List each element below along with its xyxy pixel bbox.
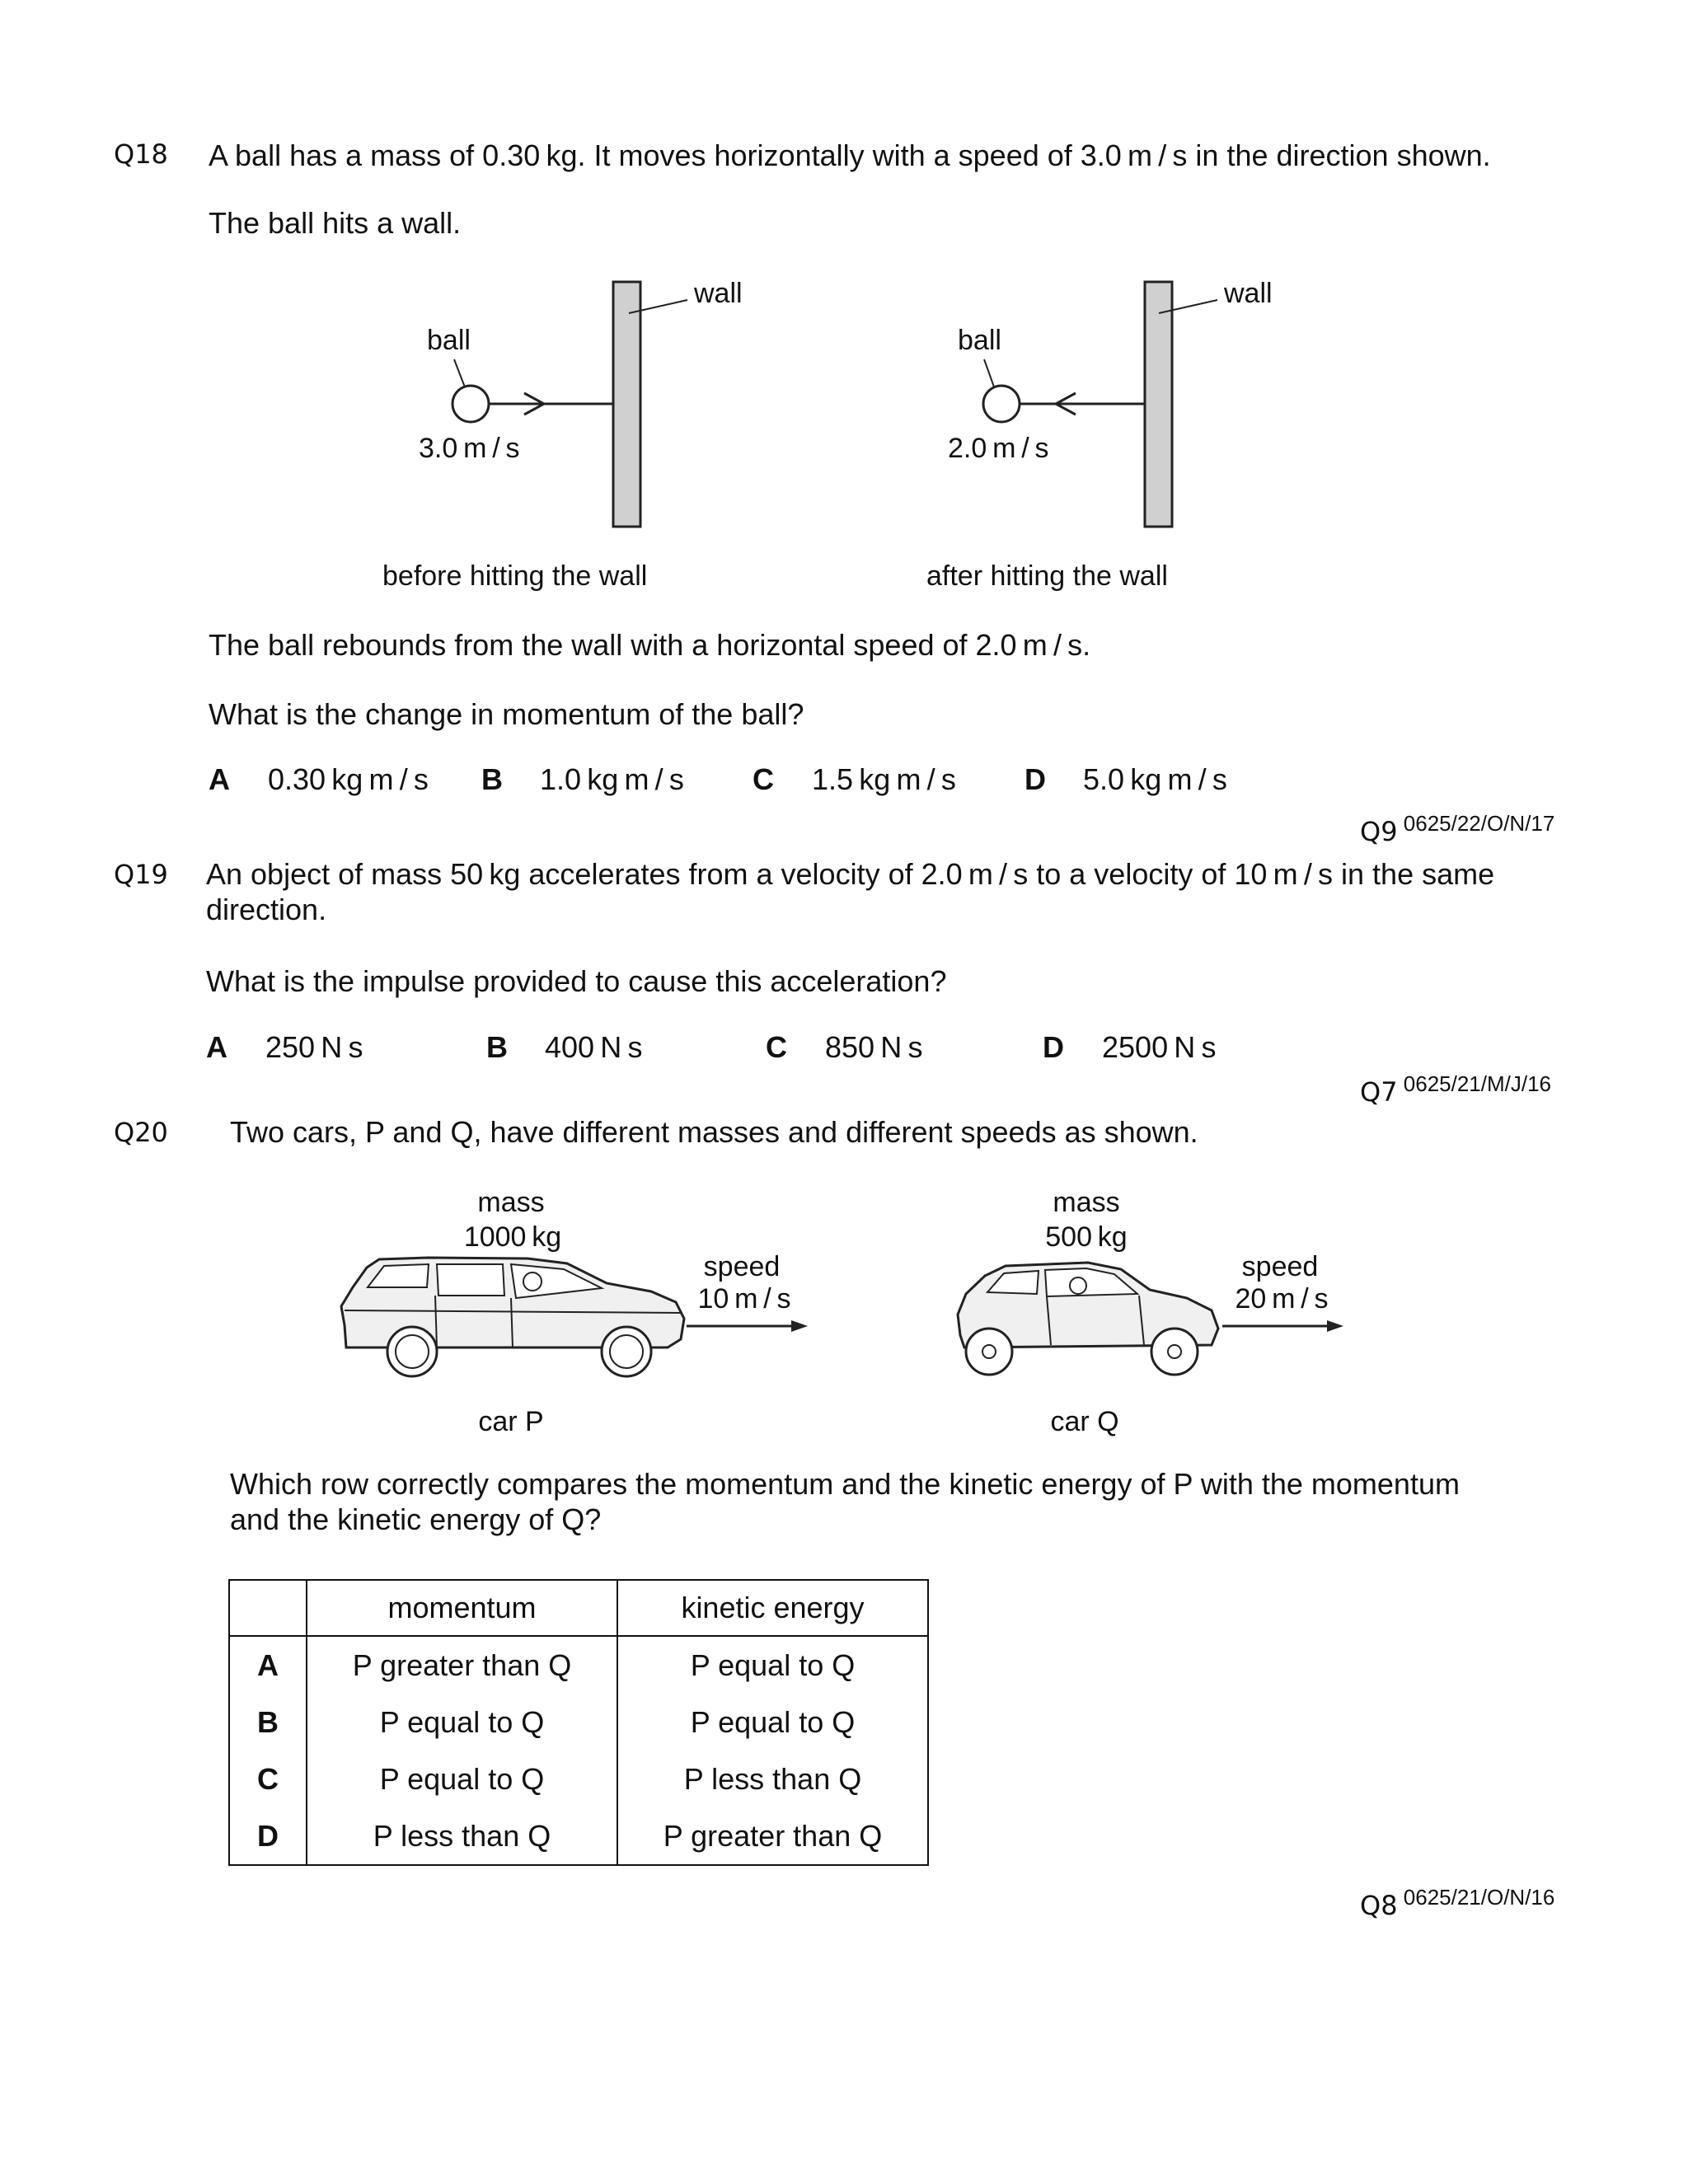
source-code: 0625/21/O/N/16: [1403, 1885, 1555, 1910]
option-text: 0.30 kg m / s: [268, 762, 429, 796]
wall: [1145, 282, 1172, 527]
option-text: 250 N s: [265, 1030, 363, 1064]
option-text: 2500 N s: [1102, 1030, 1217, 1064]
car-p: [341, 1187, 808, 1437]
ball: [452, 386, 489, 422]
speed-label: 3.0 m / s: [419, 433, 520, 464]
speed-value: 10 m / s: [697, 1283, 791, 1315]
ball-wall-diagram: [0, 264, 1688, 593]
question-text: The ball hits a wall.: [209, 206, 462, 240]
table-header-cell: kinetic energy: [617, 1580, 928, 1636]
question-text: The ball rebounds from the wall with a horizontal speed of 2.0 m / s.: [209, 628, 1091, 662]
ball-label: ball: [427, 325, 471, 356]
question-text: Two cars, P and Q, have different masses and different speeds as shown.: [230, 1115, 1198, 1149]
source-reference: [1360, 811, 1555, 847]
car-q: [958, 1187, 1343, 1437]
question-prompt: and the kinetic energy of Q?: [230, 1502, 602, 1536]
mass-label: mass: [1053, 1187, 1120, 1218]
diagram-caption: after hitting the wall: [926, 560, 1168, 592]
kinetic-energy-cell: P equal to Q: [617, 1636, 928, 1694]
source-code: 0625/22/O/N/17: [1403, 811, 1555, 836]
question-text: An object of mass 50 kg accelerates from a velocity of 2.0 m / s to a velocity of 10 m / s in the same: [206, 857, 1495, 891]
after-diagram: [926, 278, 1273, 592]
ball: [983, 386, 1020, 422]
momentum-cell: P greater than Q: [307, 1636, 617, 1694]
source-reference: [1360, 1071, 1552, 1108]
table-header-cell: [229, 1580, 307, 1636]
question-prompt: Which row correctly compares the momentum and the kinetic energy of P with the momentum: [230, 1467, 1460, 1501]
car-name: car P: [478, 1406, 544, 1437]
table-header-row: [229, 1580, 928, 1636]
option-letter: D: [1043, 1030, 1064, 1064]
row-letter: C: [229, 1750, 307, 1807]
option-letter: A: [209, 762, 230, 796]
kinetic-energy-cell: P equal to Q: [617, 1694, 928, 1750]
source-question-number: Q7: [1360, 1076, 1398, 1108]
before-diagram: [382, 278, 743, 592]
option-letter: B: [481, 762, 503, 796]
table-row: [229, 1750, 928, 1807]
momentum-cell: P equal to Q: [307, 1750, 617, 1807]
option-letter: C: [753, 762, 774, 796]
speed-value: 20 m / s: [1235, 1283, 1329, 1315]
car-name: car Q: [1050, 1406, 1119, 1437]
question-number: Q18: [114, 138, 168, 170]
question-prompt: What is the impulse provided to cause this acceleration?: [206, 964, 947, 998]
source-reference: [1360, 1885, 1555, 1921]
diagram-caption: before hitting the wall: [382, 560, 648, 592]
wall: [613, 282, 640, 527]
ball-label: ball: [958, 325, 1001, 356]
momentum-cell: P equal to Q: [307, 1694, 617, 1750]
wall-label: wall: [694, 278, 743, 309]
option-text: 5.0 kg m / s: [1083, 762, 1227, 796]
row-letter: D: [229, 1807, 307, 1865]
option-letter: B: [486, 1030, 508, 1064]
speed-label: 2.0 m / s: [948, 433, 1049, 464]
row-letter: A: [229, 1636, 307, 1694]
source-question-number: Q9: [1360, 816, 1398, 847]
mass-label: mass: [477, 1187, 545, 1218]
option-letter: C: [766, 1030, 787, 1064]
table-header-cell: momentum: [307, 1580, 617, 1636]
option-text: 1.5 kg m / s: [812, 762, 956, 796]
table-row: [229, 1807, 928, 1865]
mass-value: 500 kg: [1045, 1221, 1128, 1253]
source-code: 0625/21/M/J/16: [1403, 1071, 1552, 1096]
momentum-cell: P less than Q: [307, 1807, 617, 1865]
cars-diagram: [0, 1170, 1688, 1451]
kinetic-energy-cell: P greater than Q: [617, 1807, 928, 1865]
table-row: [229, 1694, 928, 1750]
speed-label: speed: [1241, 1251, 1319, 1282]
question-prompt: What is the change in momentum of the ball?: [209, 697, 804, 731]
speed-label: speed: [703, 1251, 781, 1282]
option-text: 1.0 kg m / s: [540, 762, 684, 796]
wall-label: wall: [1224, 278, 1273, 309]
option-text: 400 N s: [545, 1030, 643, 1064]
kinetic-energy-cell: P less than Q: [617, 1750, 928, 1807]
option-letter: A: [206, 1030, 227, 1064]
question-text: A ball has a mass of 0.30 kg. It moves horizontally with a speed of 3.0 m / s in the direction shown.: [209, 138, 1491, 172]
answer-table: [228, 1579, 929, 1866]
option-text: 850 N s: [825, 1030, 923, 1064]
question-text: direction.: [206, 893, 327, 926]
row-letter: B: [229, 1694, 307, 1750]
question-number: Q19: [114, 859, 168, 890]
mass-value: 1000 kg: [463, 1221, 562, 1253]
table-row: [229, 1636, 928, 1694]
question-number: Q20: [114, 1117, 168, 1148]
option-letter: D: [1025, 762, 1046, 796]
source-question-number: Q8: [1360, 1890, 1398, 1921]
